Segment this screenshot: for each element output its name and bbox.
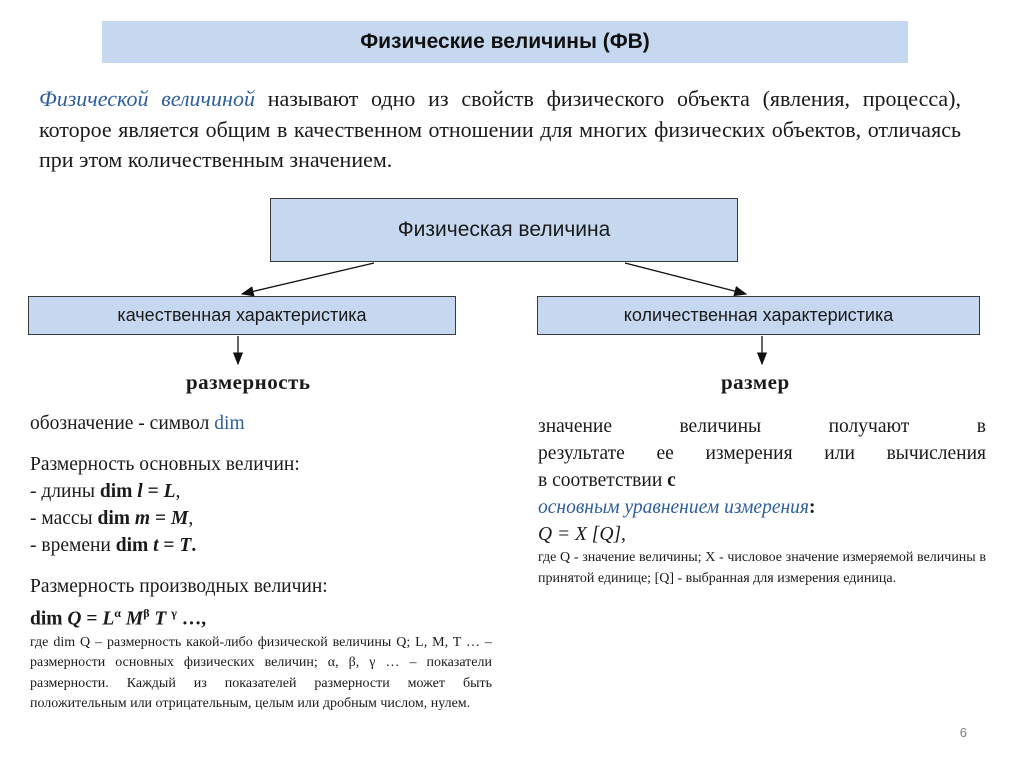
dimension-formula-note: где dim Q – размерность какой-либо физической величины Q; L, M, T … – размерности основных физических величин; α, β, γ … – показатели размерности. Каждый из показателей размерности может быть положительным или отрицательным, целым или дробным числом, нулем.: [30, 634, 492, 711]
notation-line: [30, 410, 492, 437]
definition-text: называют одно из свойств физического объекта (явления, процесса), которое является общим в качественном отношении для многих физических объектов, отличаясь при этом количественным значением.: [39, 86, 961, 172]
measurement-equation-note: где Q - значение величины; X - числовое значение измеряемой величины в принятой единице; [Q] - выбранная для измерения единица.: [538, 550, 986, 586]
basic-dimension-time: - времени dim t = T.: [30, 535, 197, 556]
dimension-heading: размерность: [186, 370, 311, 394]
quantitative-box: количественная характеристика: [537, 296, 980, 335]
slide-title: Физические величины (ФВ): [102, 21, 908, 63]
measurement-equation-name: основным уравнением измерения:: [538, 497, 816, 518]
size-heading: размер: [721, 370, 790, 394]
qualitative-box: качественная характеристика: [28, 296, 456, 335]
diagram-root-box: Физическая величина: [270, 198, 738, 262]
derived-dimensions-title: Размерность производных величин:: [30, 576, 328, 597]
dimension-column: [30, 410, 492, 715]
basic-dimension-length: - длины dim l = L,: [30, 481, 181, 502]
size-text-line-1: значение величины получают в: [538, 416, 986, 437]
dimension-formula: dim $Q = L^\alpha$ $M^\beta$ T $^\gamma$ …,: [30, 606, 207, 630]
size-column: [538, 413, 986, 589]
size-text-line-3: в соответствии с: [538, 470, 676, 491]
definition-term: Физической величиной: [39, 86, 255, 111]
arrow-root-to-quantitative: [625, 263, 746, 294]
basic-dimension-mass: - массы dim m = M,: [30, 508, 194, 529]
size-text-line-2: результате ее измерения или вычисления: [538, 443, 986, 464]
page-number: 6: [959, 725, 967, 740]
measurement-equation: Q = X [Q],: [538, 524, 626, 545]
basic-dimensions-title: Размерность основных величин:: [30, 454, 300, 475]
notation-prefix: обозначение - символ: [30, 413, 215, 434]
arrow-root-to-qualitative: [242, 263, 374, 294]
dim-symbol: dim: [214, 413, 245, 434]
